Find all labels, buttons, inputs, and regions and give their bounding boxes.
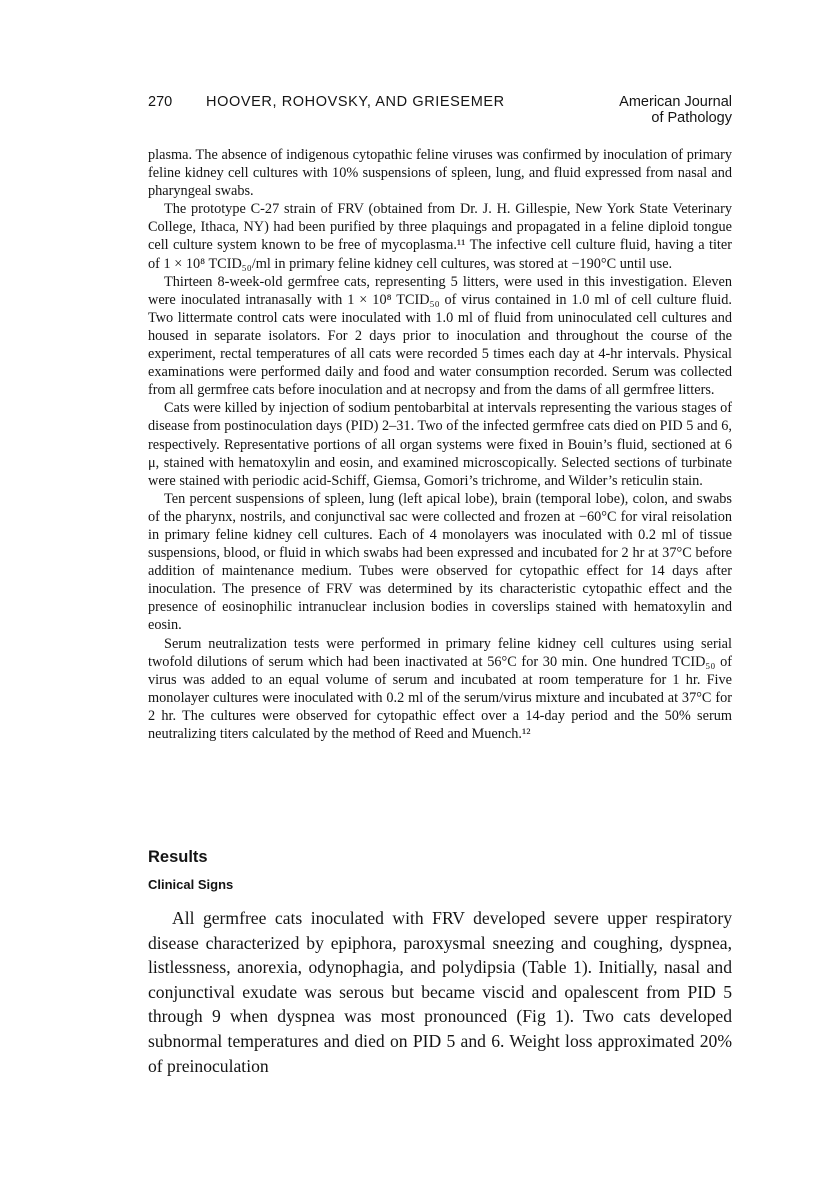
page-number: 270 [148,94,173,110]
running-head-authors: HOOVER, ROHOVSKY, AND GRIESEMER [206,94,505,110]
paragraph-necropsy: Cats were killed by injection of sodium pentobarbital at intervals representing the various stages of disease from postinoculation days (PID) 2–31. Two of the infected germfree cats died on PID 5 and 6, respectively. Representative portions of all organ systems were fixed in Bouin’s fluid, sectioned at 6 μ, stained with hematoxylin and eosin, and examined microscopically. Selected sections of turbinate were stained with periodic acid-Schiff, Giemsa, Gomori’s trichrome, and Wilder’s reticulin stain. [148,400,732,489]
journal-name-line2: of Pathology [651,110,732,126]
paragraph-continuation: plasma. The absence of indigenous cytopathic feline viruses was confirmed by inoculation of primary feline kidney cell cultures with 10% suspensions of spleen, lung, and fluid expressed from nasal and pharyngeal swabs. [148,147,732,200]
results-body [148,906,732,1078]
running-head [148,94,732,134]
paragraph-clinical-signs: All germfree cats inoculated with FRV developed severe upper respiratory disease characterized by epiphora, paroxysmal sneezing and coughing, dyspnea, listlessness, anorexia, odynophagia, and polydipsia (Table 1). Initially, nasal and conjunctival exudate was serous but became viscid and opalescent from PID 5 through 9 when dyspnea was most pronounced (Fig 1). Two cats developed subnormal temperatures and died on PID 5 and 6. Weight loss approximated 20% of preinoculation [148,908,732,1076]
paragraph-animals: Thirteen 8-week-old germfree cats, representing 5 litters, were used in this investigation. Eleven were inoculated intranasally with 1 × 10⁸ TCID₅₀ of virus contained in 1.0 ml of cell culture fluid. Two littermate control cats were inoculated with 1.0 ml of fluid from uninoculated cell cultures and housed in separate isolators. For 2 days prior to inoculation and throughout the course of the experiment, rectal temperatures of all cats were recorded 5 times each day at 4-hr intervals. Physical examinations were performed daily and food and water consumption recorded. Serum was collected from all germfree cats before inoculation and at necropsy and from the dams of all germfree litters. [148,273,732,399]
section-heading-results: Results [148,848,208,866]
subsection-heading-clinical-signs: Clinical Signs [148,877,234,892]
running-head-journal [619,94,732,126]
paragraph-virus-strain: The prototype C-27 strain of FRV (obtained from Dr. J. H. Gillespie, New York State Veterinary College, Ithaca, NY) had been purified by three plaquings and propagated in a feline diploid tongue cell culture system known to be free of mycoplasma.¹¹ The infective cell culture fluid, having a titer of 1 × 10⁸ TCID₅₀/ml in primary feline kidney cell cultures, was stored at −190°C until use. [148,201,732,272]
paragraph-serum-neutralization: Serum neutralization tests were performed in primary feline kidney cell cultures using serial twofold dilutions of serum which had been inactivated at 56°C for 30 min. One hundred TCID₅₀ of virus was added to an equal volume of serum and incubated at room temperature for 1 hr. Five monolayer cultures were inoculated with 0.2 ml of the serum/virus mixture and incubated at 37°C for 2 hr. The cultures were observed for cytopathic effect over a 14-day period and the 50% serum neutralizing titers calculated by the method of Reed and Muench.¹² [148,635,732,742]
journal-name-line1: American Journal [619,94,732,110]
methods-body [148,146,732,743]
paragraph-reisolation: Ten percent suspensions of spleen, lung (left apical lobe), brain (temporal lobe), colon, and swabs of the pharynx, nostrils, and conjunctival sac were collected and frozen at −60°C for viral reisolation in primary feline kidney cell cultures. Each of 4 monolayers was inoculated with 0.2 ml of tissue suspensions, blood, or fluid in which swabs had been expressed and incubated for 2 hr at 37°C before addition of maintenance medium. Tubes were observed for cytopathic effect for 14 days after inoculation. The presence of FRV was determined by its characteristic cytopathic effect and the presence of eosinophilic intranuclear inclusion bodies in coverslips stained with hematoxylin and eosin. [148,490,732,634]
